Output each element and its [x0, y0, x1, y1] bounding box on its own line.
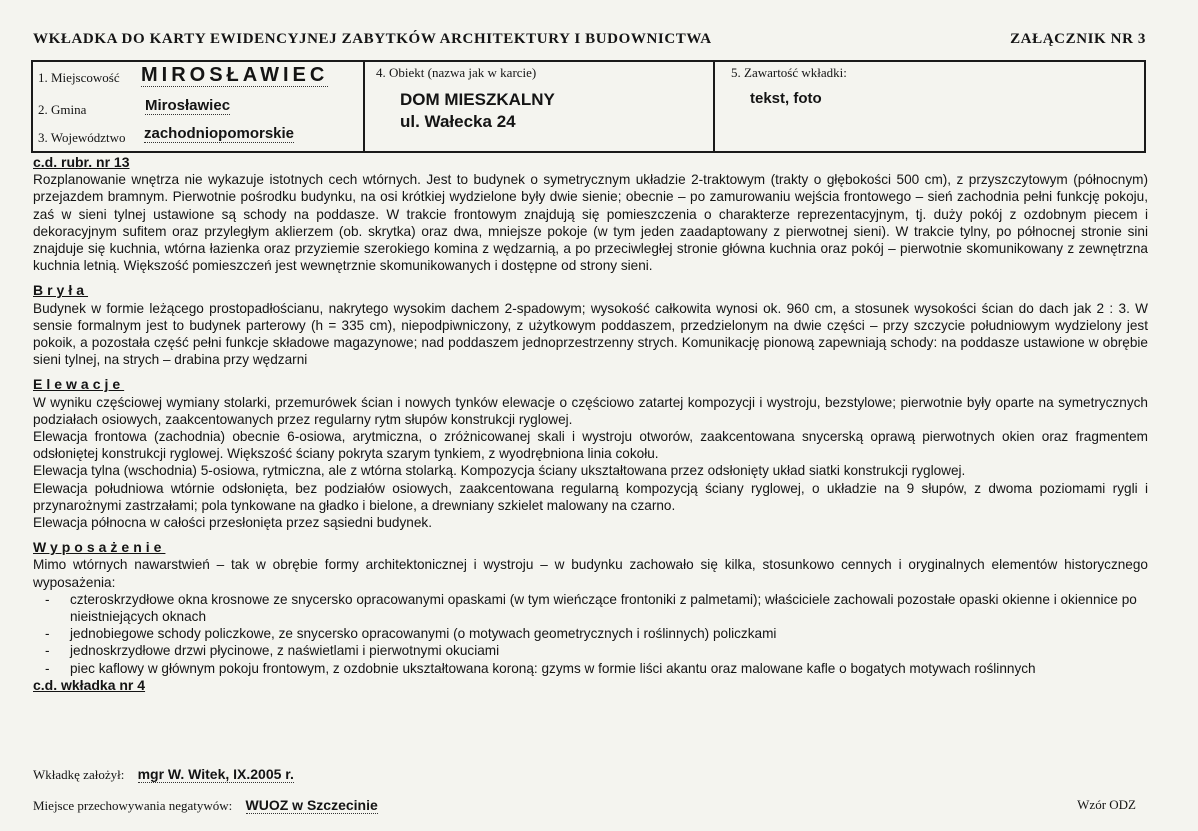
template-mark: Wzór ODZ	[1077, 797, 1136, 812]
identification-form	[31, 60, 1146, 153]
zawartosc-label: 5. Zawartość wkładki:	[731, 65, 847, 80]
object-column	[363, 62, 713, 151]
storage-line	[33, 797, 378, 814]
storage-value: WUOZ w Szczecinie	[245, 797, 378, 813]
wojewodztwo-value: zachodniopomorskie	[144, 125, 295, 142]
equipment-list	[33, 591, 1148, 677]
intro-heading: c.d. rubr. nr 13	[33, 154, 130, 170]
elewacje-paragraph: W wyniku częściowej wymiany stolarki, przemurówek ścian i nowych tynków elewacje o częściowo zatartej kompozycji i wystroju, bezstylowe; pierwotnie były oparte na symetrycznych podziałach osiowych, zaakcentowanych przez regularny rytm słupów konstrukcji ryglowej.	[33, 394, 1148, 427]
bryla-heading: Bryła	[33, 282, 89, 299]
list-item: - jednobiegowe schody policzkowe, ze snycersko opracowanymi (o motywach geometrycznych i roślinnych) policzkami	[33, 625, 1148, 642]
elewacje-paragraph: Elewacja tylna (wschodnia) 5-osiowa, rytmiczna, ale z wtórna stolarką. Kompozycja ściany ukształtowana przez odsłonięty układ siatki konstrukcji ryglowej.	[33, 463, 966, 479]
description-body	[33, 154, 1148, 694]
bryla-paragraph: Budynek w formie leżącego prostopadłościanu, nakrytego wysokim dachem 2-spadowym; wysokość całkowita wynosi ok. 960 cm, a stosunek wysokości ścian do dach jak 2 : 3. W sensie formalnym jest to budynek parterowy (h = 335 cm), niepodpiwniczony, z użytkowym poddaszem, przedzielonym na dwie części – przy szczycie południowym wydzielony jest pokoik, a pozostała część pełni funkcje składowe magazynowe; nad poddaszem jednoprzestrzenny strych. Komunikację pionową zapewniają schody: na poddasze ustawione w obrębie sieni tylnej, na strych – drabina przy wędzarni	[33, 300, 1148, 368]
list-item: - piec kaflowy w głównym pokoju frontowym, z ozdobnie ukształtowana koroną: gzyms w formie liści akantu oraz malowane kafle o bogatych motywach roślinnych	[33, 660, 1148, 677]
list-item: - czteroskrzydłowe okna krosnowe ze snycersko opracowanymi opaskami (w tym wieńczące frontoniki z palmetami); właściciele zachowali pozostałe opaski okienne i okiennice po nieistniejących oknach	[33, 591, 1148, 625]
author-value: mgr W. Witek, IX.2005 r.	[137, 766, 294, 782]
miejscowosc-value: MIROSŁAWIEC	[141, 64, 329, 86]
storage-label: Miejsce przechowywania negatywów:	[33, 798, 233, 813]
intro-paragraph: Rozplanowanie wnętrza nie wykazuje istotnych cech wtórnych. Jest to budynek o symetrycznym układzie 2-traktowym (trakty o głębokości 500 cm), z przyszczytowym (północnym) przejazdem bramnym. Pierwotnie pośrodku budynku, na osi krótkiej wydzielone były dwie sienie; obecnie – po zamurowaniu wejścia frontowego – sień zachodnia pełni funkcję pokoju, zaś w sieni tylnej ustawione są schody na poddasze. W trakcie frontowym znajdują się pomieszczenia o charakterze reprezentacyjnym, tj. duży pokój z ozdobnym piecem i dekoracyjnym sufitem oraz przyległym aklierzem (ob. skrytka) oraz dwa, mniejsze pokoje (w tym jeden zaadaptowany z pierwotnej sieni). W trakcie tylny, po północnej stronie sini znajduje się kuchnia, wtórna łazienka oraz przyziemie szerokiego komina z wędzarnią, a po przeciwległej stronie główna kuchnia oraz pokój – pierwotnie skomunikowany z zewnętrzna kuchnia letnią. Większość pomieszczeń jest wewnętrznie skomunikowanych i dostępne od strony sieni.	[33, 172, 1148, 274]
author-label: Wkładkę założył:	[33, 767, 125, 782]
miejscowosc-label: 1. Miejscowość	[38, 70, 120, 85]
elewacje-heading: Elewacje	[33, 376, 125, 393]
author-line	[33, 766, 294, 783]
elewacje-paragraph: Elewacja południowa wtórnie odsłonięta, bez podziałów osiowych, zaakcentowana regularną kompozycją ściany ryglowej, o układzie na 9 słupów, z dwoma poziomami rygli i przynarożnymi zastrzałami; pola tynkowane na gładko i bielone, a drewniany szkielet malowany na czarno.	[33, 480, 1148, 513]
wojewodztwo-label: 3. Województwo	[38, 130, 126, 145]
zawartosc-value: tekst, foto	[750, 90, 822, 107]
elewacje-paragraph: Elewacja północna w całości przesłonięta przez sąsiedni budynek.	[33, 515, 432, 531]
annex-number: ZAŁĄCZNIK NR 3	[1010, 31, 1146, 47]
obiekt-address: ul. Wałecka 24	[400, 112, 516, 131]
location-column	[33, 62, 363, 151]
list-item: - jednoskrzydłowe drzwi płycinowe, z naświetlami i pierwotnymi okuciami	[33, 642, 1148, 659]
gmina-label: 2. Gmina	[38, 102, 87, 117]
wyposazenie-paragraph: Mimo wtórnych nawarstwień – tak w obrębie formy architektonicznej i wystroju – w budynku zachowało się kilka, stosunkowo cennych i oryginalnych elementów historycznego wyposażenia:	[33, 557, 1148, 590]
obiekt-name: DOM MIESZKALNY	[400, 90, 555, 109]
continued-note: c.d. wkładka nr 4	[33, 676, 146, 693]
wyposazenie-heading: Wyposażenie	[33, 539, 166, 556]
elewacje-paragraph: Elewacja frontowa (zachodnia) obecnie 6-osiowa, arytmiczna, o zróżnicowanej skali i wystroju otworów, zaakcentowana snycerską oprawą pierwotnych okien oraz fragmentem odsłoniętej konstrukcji ryglowej. Większość ściany pokryta szarym tynkiem, z wyodrębniona linia cokołu.	[33, 429, 1148, 462]
obiekt-label: 4. Obiekt (nazwa jak w karcie)	[376, 65, 537, 80]
content-column	[713, 62, 1144, 151]
document-title: WKŁADKA DO KARTY EWIDENCYJNEJ ZABYTKÓW ARCHITEKTURY I BUDOWNICTWA	[33, 31, 712, 47]
gmina-value: Mirosławiec	[145, 97, 231, 114]
